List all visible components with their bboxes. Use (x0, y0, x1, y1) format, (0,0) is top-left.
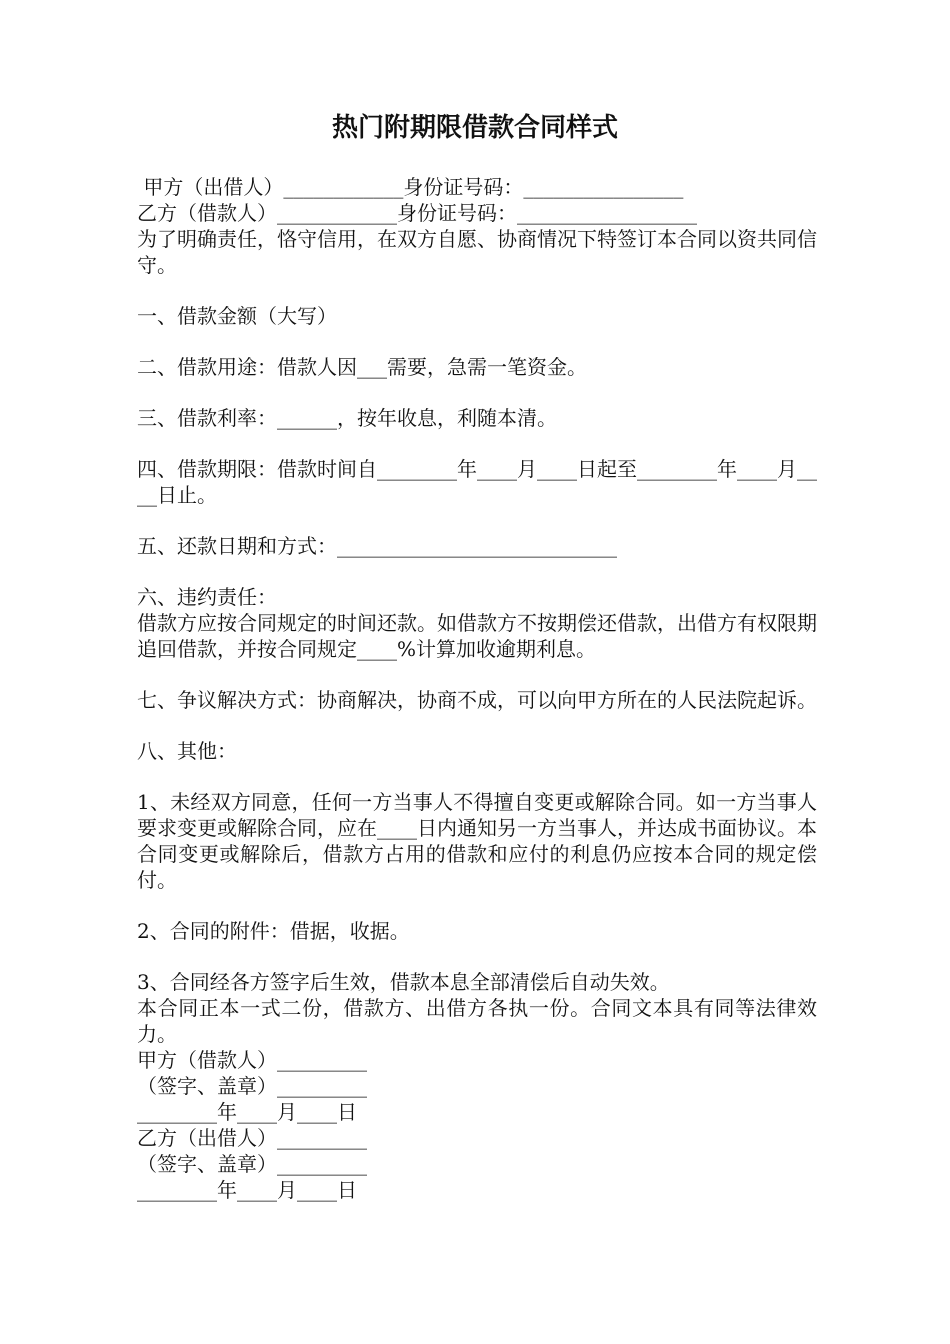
clause-dispute: 七、争议解决方式：协商解决，协商不成，可以向甲方所在的人民法院起诉。 (137, 688, 817, 712)
signature-party-a-date: ________年____月____日 (137, 1100, 357, 1124)
spacer (137, 278, 817, 303)
document-title: 热门附期限借款合同样式 (331, 113, 618, 143)
preamble-paragraph: 为了明确责任，恪守信用，在双方自愿、协商情况下特签订本合同以资共同信守。 (137, 227, 817, 277)
spacer (137, 329, 817, 354)
copies-paragraph: 本合同正本一式二份，借款方、出借方各执一份。合同文本具有同等法律效力。 (137, 996, 817, 1046)
clause-other-1: 1、未经双方同意，任何一方当事人不得擅自变更或解除合同。如一方当事人要求变更或解除合同，应在____日内通知另一方当事人，并达成书面协议。本合同变更或解除后，借款方占用的借款和应付的利息仍应按本合同的规定偿付。 (137, 790, 817, 892)
borrower-line: 乙方（借款人）____________身份证号码：__________________ (137, 201, 697, 225)
document-body (137, 174, 817, 1203)
spacer (137, 944, 817, 969)
clause-other-title: 八、其他： (137, 739, 237, 763)
clause-other-3: 3、合同经各方签字后生效，借款本息全部清偿后自动失效。 (137, 970, 670, 994)
clause-other-2: 2、合同的附件：借据，收据。 (137, 919, 410, 943)
clause-interest: 三、借款利率：______，按年收息，利随本清。 (137, 406, 557, 430)
spacer (137, 764, 817, 789)
spacer (137, 893, 817, 918)
signature-party-b: 乙方（出借人）_________ (137, 1126, 367, 1150)
clause-breach-text: 借款方应按合同规定的时间还款。如借款方不按期偿还借款，出借方有权限期追回借款，并按合同规定____%计算加收逾期利息。 (137, 611, 817, 661)
spacer (137, 380, 817, 405)
clause-purpose: 二、借款用途：借款人因___需要，急需一笔资金。 (137, 355, 587, 379)
signature-party-a: 甲方（借款人）_________ (137, 1048, 367, 1072)
clause-repayment: 五、还款日期和方式：____________________________ (137, 534, 617, 558)
signature-party-b-seal: （签字、盖章）_________ (137, 1152, 367, 1176)
spacer (137, 662, 817, 687)
spacer (137, 508, 817, 533)
signature-party-a-seal: （签字、盖章）_________ (137, 1074, 367, 1098)
spacer (137, 431, 817, 456)
clause-amount: 一、借款金额（大写） (137, 304, 337, 328)
signature-party-b-date: ________年____月____日 (137, 1178, 357, 1202)
spacer (137, 713, 817, 738)
spacer (137, 559, 817, 584)
lender-line: 甲方（出借人）____________身份证号码：________________ (137, 175, 684, 199)
clause-breach-title: 六、违约责任： (137, 585, 277, 609)
clause-term: 四、借款期限：借款时间自________年____月____日起至________年____月____日止。 (137, 457, 817, 507)
